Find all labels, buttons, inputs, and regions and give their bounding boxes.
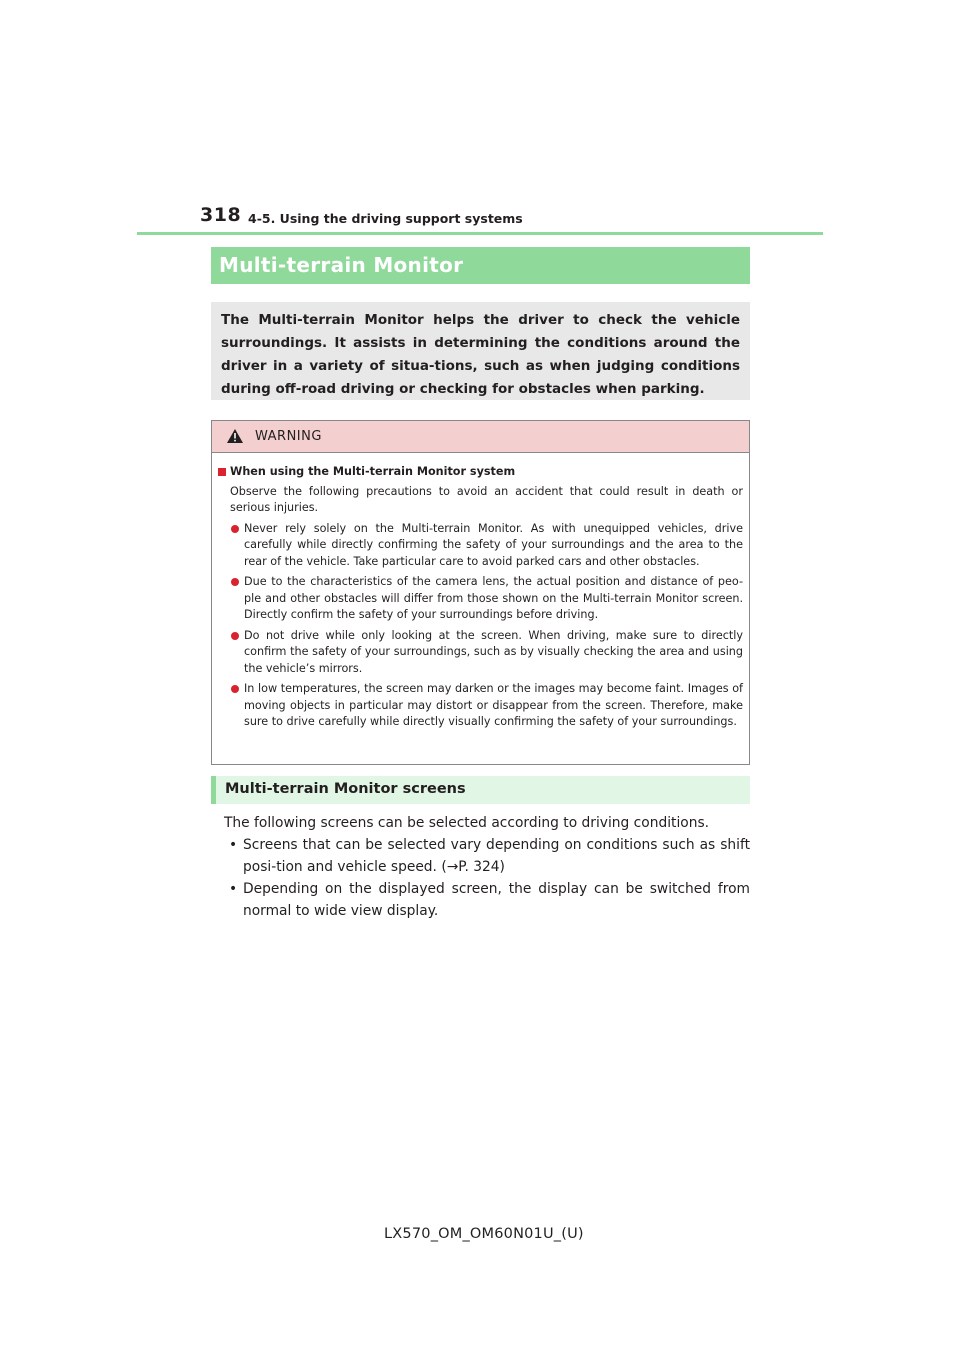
list-item-text: Depending on the displayed screen, the display can be switched from normal to wide view display. <box>243 881 750 919</box>
list-item <box>224 878 750 922</box>
subsection-body <box>224 812 750 922</box>
subsection-title-bar <box>211 776 750 804</box>
document-code: LX570_OM_OM60N01U_(U) <box>384 1226 584 1242</box>
warning-header <box>212 421 749 453</box>
bullet-icon: • <box>229 881 238 897</box>
warning-heading-text: When using the Multi-terrain Monitor system <box>230 465 516 478</box>
page-title: Multi-terrain Monitor <box>219 253 464 277</box>
warning-item <box>218 628 743 678</box>
header-rule <box>137 232 823 235</box>
intro-box: The Multi-terrain Monitor helps the driver to check the vehicle surroundings. It assists in determining the conditions around the driver in a variety of situa-tions, such as when judging conditions during off-road driving or checking for obstacles when parking. <box>211 302 750 400</box>
section-reference: 4-5. Using the driving support systems <box>248 211 523 226</box>
warning-item-text: In low temperatures, the screen may darken or the images may become faint. Images of moving objects in particular may distort or disappear from the screen. Therefore, make sure to drive carefully while directly visually confirming the safety of your surroundings. <box>244 682 743 728</box>
circle-bullet-icon <box>231 632 239 640</box>
warning-item-text: Do not drive while only looking at the screen. When driving, make sure to directly confirm the safety of your surroundings, such as by visually checking the area and using the vehicle’s mirrors. <box>244 628 743 675</box>
warning-label: WARNING <box>255 429 322 444</box>
square-bullet-icon <box>218 468 226 476</box>
page-title-bar <box>211 247 750 284</box>
warning-box <box>211 420 750 765</box>
warning-intro: Observe the following precautions to avoid an accident that could result in death or serious injuries. <box>230 484 743 514</box>
circle-bullet-icon <box>231 578 239 586</box>
subsection-accent <box>211 776 216 804</box>
page-number: 318 <box>200 204 242 226</box>
warning-item <box>218 681 743 731</box>
warning-item <box>218 574 743 624</box>
warning-item-text: Never rely solely on the Multi-terrain Monitor. As with unequipped vehicles, drive carefully while directly confirming the safety of your surroundings and the area to the rear of the vehicle. Take particular care to avoid parked cars and other obstacles. <box>244 521 743 568</box>
subsection-title: Multi-terrain Monitor screens <box>225 781 466 797</box>
warning-body <box>212 453 749 731</box>
circle-bullet-icon <box>231 525 239 533</box>
warning-heading <box>218 464 743 481</box>
bullet-icon: • <box>229 837 238 853</box>
list-item-text: Screens that can be selected vary depending on conditions such as shift posi-tion and vehicle speed. (→P. 324) <box>243 837 750 875</box>
list-item <box>224 834 750 878</box>
warning-icon <box>227 429 243 443</box>
circle-bullet-icon <box>231 685 239 693</box>
page-header <box>0 0 960 240</box>
warning-item <box>218 521 743 571</box>
warning-item-text: Due to the characteristics of the camera lens, the actual position and distance of peo-ple and other obstacles will differ from those shown on the Multi-terrain Monitor screen. Directly confirm the safety of your surroundings before driving. <box>244 575 743 621</box>
subsection-lead: The following screens can be selected according to driving conditions. <box>224 815 710 831</box>
